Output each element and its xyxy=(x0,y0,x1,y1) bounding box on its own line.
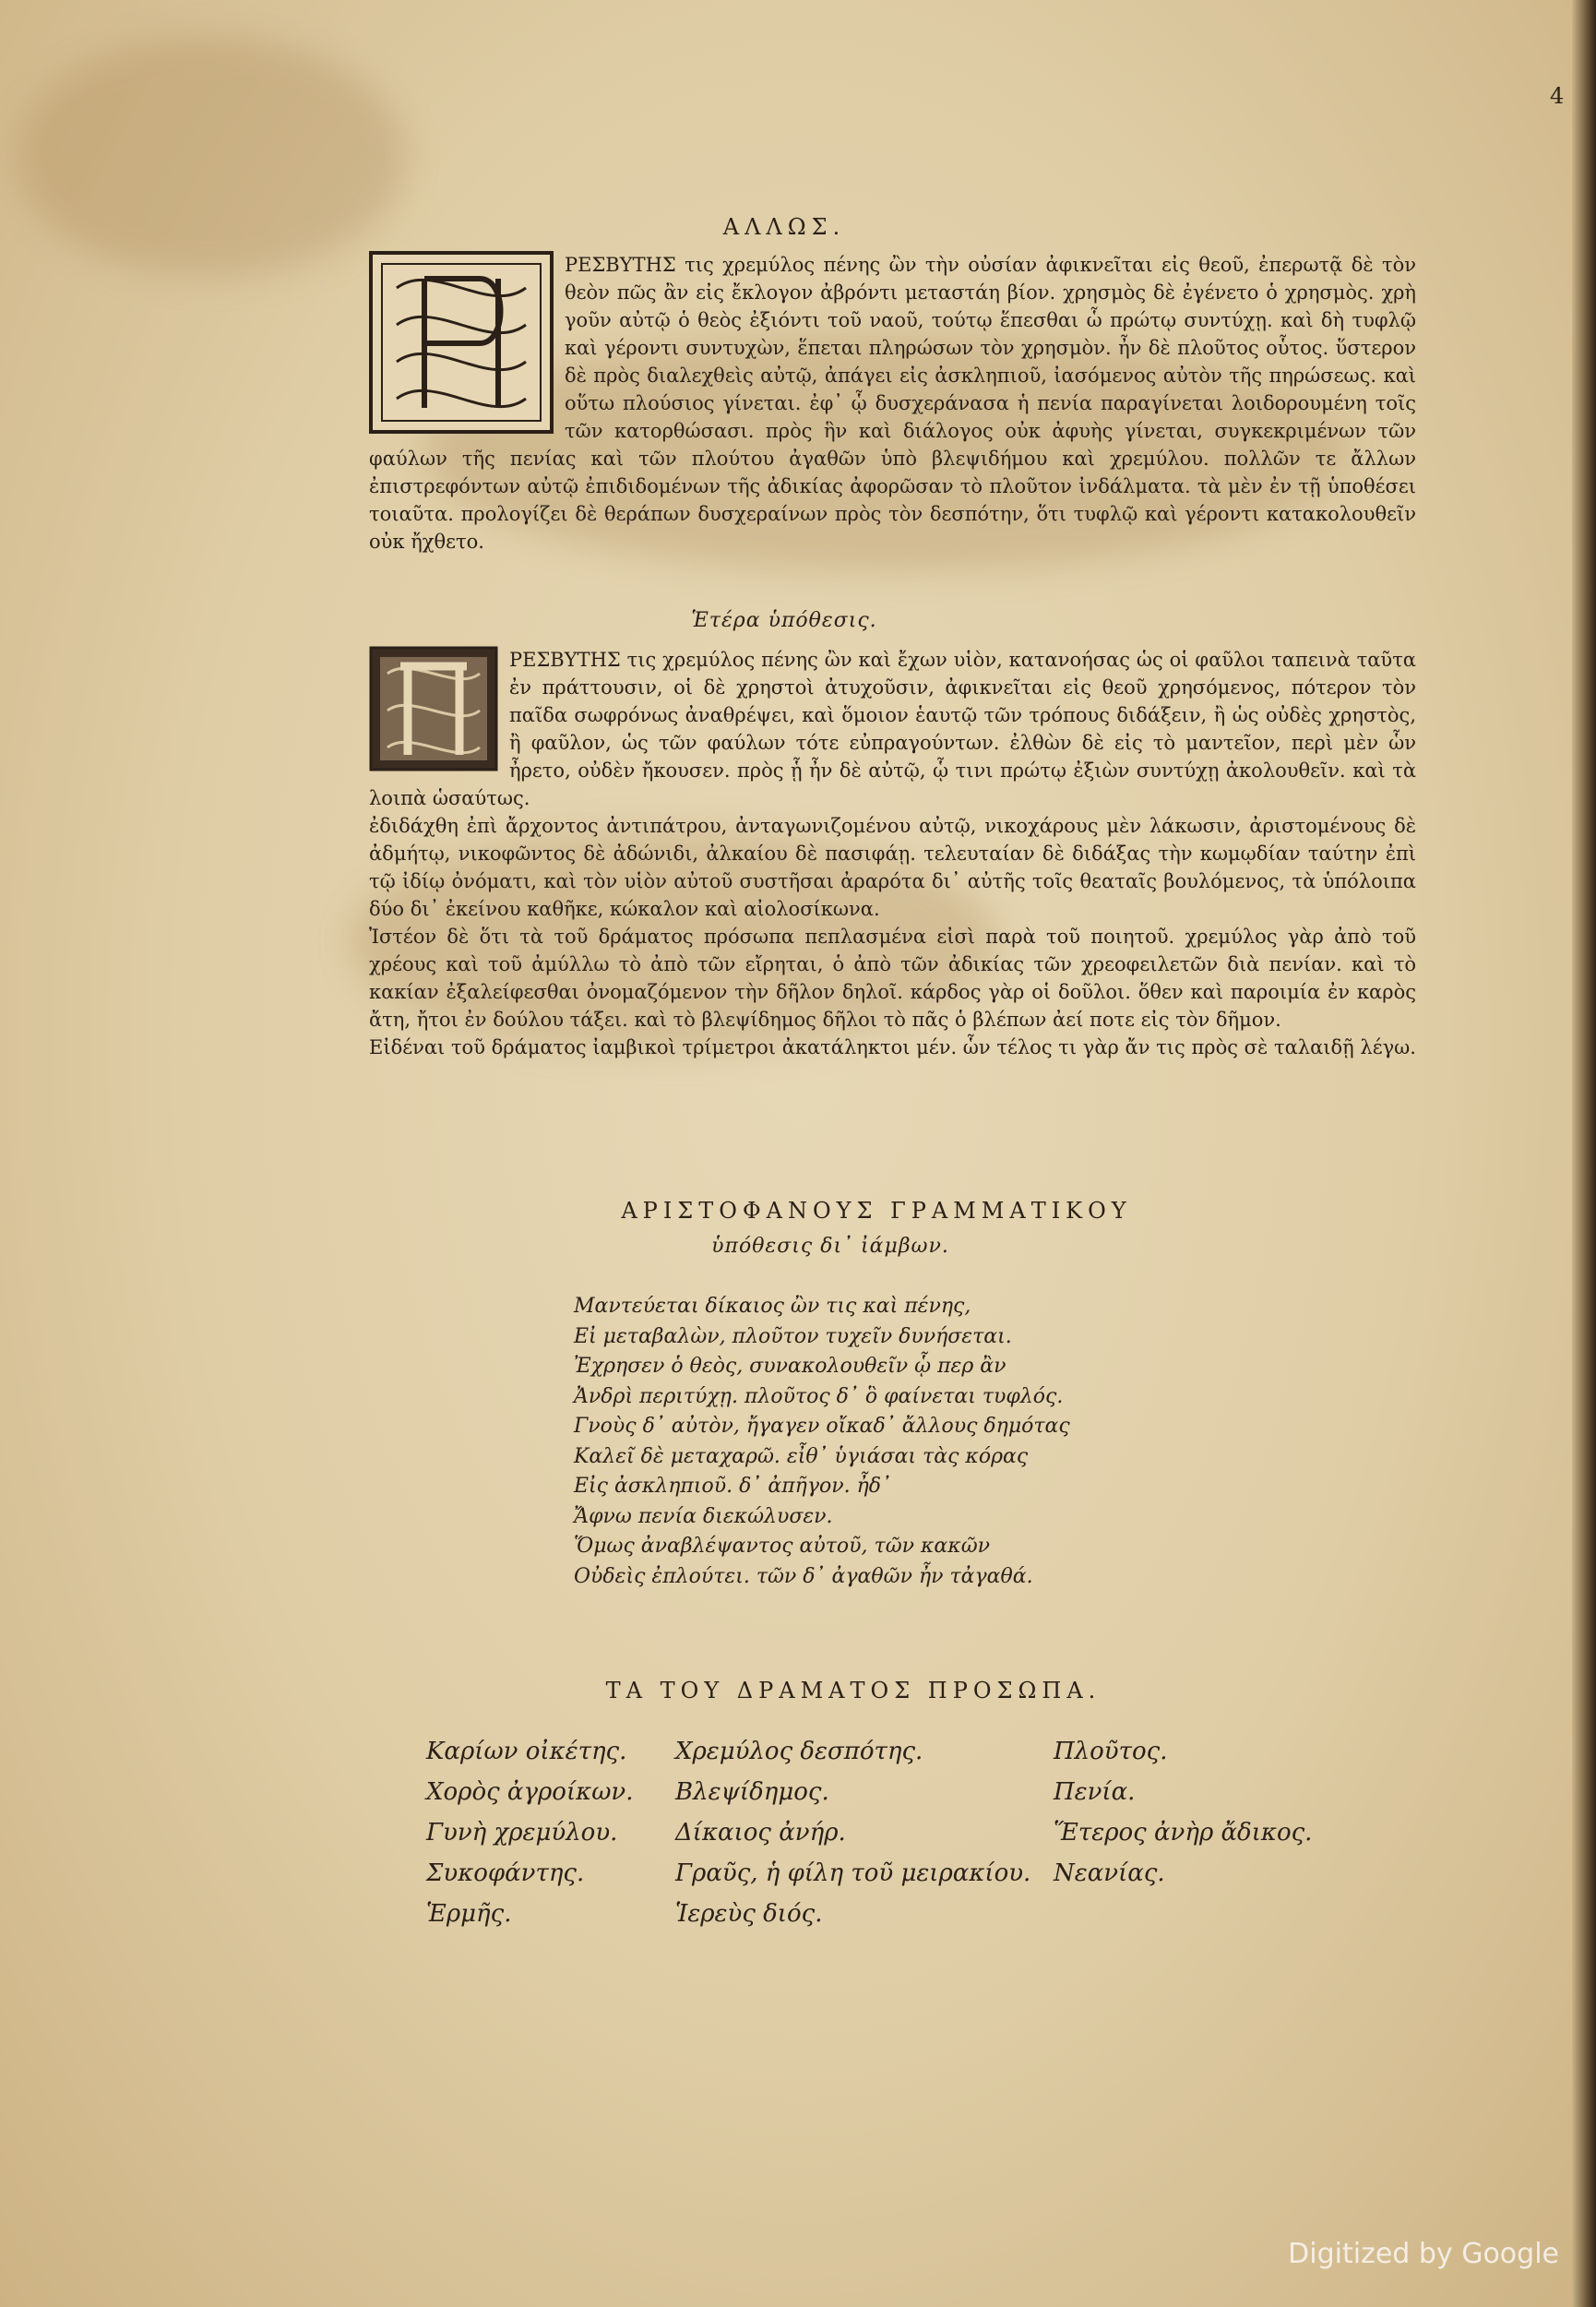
cast-column-2 xyxy=(675,1731,1030,1934)
section3-heading: ΑΡΙΣΤΟΦΑΝΟΥΣ ΓΡΑΜΜΑΤΙΚΟΥ xyxy=(621,1198,1132,1224)
cast-member: Γραῦς, ἡ φίλη τοῦ μειρακίου. xyxy=(675,1859,1031,1887)
page-edge xyxy=(1572,0,1596,2307)
poem-line: Ἄφνω πενία διεκώλυσεν. xyxy=(574,1504,833,1528)
section1-block xyxy=(369,251,1416,556)
cast-member: Βλεψίδημος. xyxy=(675,1778,829,1806)
poem-line: Καλεῖ δὲ μεταχαρῶ. εἶθ᾽ ὑγιάσαι τὰς κόρας xyxy=(574,1444,1029,1468)
cast-member: Χορὸς ἀγροίκων. xyxy=(426,1778,634,1806)
cast-member: Πλοῦτος. xyxy=(1054,1738,1168,1765)
cast-column-3 xyxy=(1054,1731,1312,1894)
section2-text: ΡΕΣΒΥΤΗΣ τις χρεμύλος πένης ὢν καὶ ἔχων υἱὸν, κατανοήσας ὡς οἱ φαῦλοι ταπεινὰ ταῦτα ἐν πράττουσιν, οἱ δὲ χρηστοὶ ἀτυχοῦσιν, ἀφικνεῖται εἰς θεοῦ χρησόμενος, πότερον τὸν παῖδα σωφρόνως ἀναθρέψει, καὶ ὅμοιον ἑαυτῷ τῶν τρόπους διδάξειν, ἢ ὡς οὐδὲς χρηστὸς, ἢ φαῦλον, ὡς τῶν φαύλων τότε εὐπραγούντων. ἐλθὼν δὲ εἰς τὸ μαντεῖον, περὶ μὲν ὧν ἦρετο, οὐδὲν ἤκουσεν. πρὸς ᾗ ἦν δὲ αὐτῷ, ᾧ τινι πρώτῳ ἐξιὼν συντύχῃ ἀκολουθεῖν. καὶ τὰ λοιπὰ ὡσαύτως. ἐδιδάχθη ἐπὶ ἄρχοντος ἀντιπάτρου, ἀνταγωνιζομένου αὐτῷ, νικοχάρους μὲν λάκωσιν, ἀριστομένους δὲ ἀδμήτῳ, νικοφῶντος δὲ ἀδώνιδι, ἀλκαίου δὲ πασιφάῃ. τελευταίαν δὲ διδάξας τὴν κωμῳδίαν ταύτην ἐπὶ τῷ ἰδίῳ ὀνόματι, καὶ τὸν υἱὸν αὐτοῦ συστῆσαι ἀραρότα δι᾽ αὐτῆς τοῖς θεαταῖς βουλόμενος, τὰ ὑπόλοιπα δύο δι᾽ ἐκείνου καθῆκε, κώκαλον καὶ αἰολοσίκωνα. Ἰστέον δὲ ὅτι τὰ τοῦ δράματος πρόσωπα πεπλασμένα εἰσὶ παρὰ τοῦ ποιητοῦ. χρεμύλος γὰρ ἀπὸ τοῦ χρέους καὶ τοῦ ἀμύλλω τὸ ἀπὸ τῶν εἴρηται, ὁ ἀπὸ τῶν ἀδικίας τῶν χρεοφειλετῶν διὰ πενίαν. καὶ τὸ κακίαν ἐξαλείφεσθαι ὀνομαζόμενον τὴν δῆλον δηλοῖ. κάρδος γὰρ οἱ δοῦλοι. ὅθεν καὶ παροιμία ἐν καρὸς ἄτη, ἤτοι ἐν δούλου τάξει. καὶ τὸ βλεψίδημος δῆλοι τὸ πᾶς ὁ βλέπων ἀεί ποτε εἰς τὸν δῆμον. Εἰδέναι τοῦ δράματος ἰαμβικοὶ τρίμετροι ἀκατάληκτοι μέν. ὧν τέλος τι γὰρ ἄν τις πρὸς σὲ ταλαιδῇ λέγω. xyxy=(369,649,1416,1058)
section1-text: ΡΕΣΒΥΤΗΣ τις χρεμύλος πένης ὢν τὴν οὐσίαν ἀφικνεῖται εἰς θεοῦ, ἐπερωτᾷ δὲ τὸν θεὸν πῶς ἂν εἰς ἔκλογον ἀβρόντι μεταστάη βίον. χρησμὸς δὲ ἐγένετο ὁ χρησμὸς. χρὴ γοῦν αὐτῷ ὁ θεὸς ἐξιόντι τοῦ ναοῦ, τούτῳ ἕπεσθαι ὧ πρώτῳ συντύχῃ. καὶ δὴ τυφλῷ καὶ γέροντι συντυχὼν, ἕπεται πληρώσων τὸν χρησμὸν. ἦν δὲ πλοῦτος οὗτος. ὕστερον δὲ πρὸς διαλεχθεὶς αὐτῷ, ἀπάγει εἰς ἀσκληπιοῦ, ἰασόμενος αὐτὸν τῆς πηρώσεως. καὶ οὕτω πλούσιος γίνεται. ἐφ᾽ ᾧ δυσχεράνασα ἡ πενία παραγίνεται λοιδορουμένη τοῖς τῶν κατορθώσασι. πρὸς ἣν καὶ διάλογος οὐκ ἀφυὴς γίνεται, συγκεκριμένων τῶν φαύλων τῆς πενίας καὶ τῶν πλούτου ἀγαθῶν ὑπὸ βλεψιδήμου καὶ χρεμύλου. πολλῶν τε ἄλλων ἐπιστρεφόντων αὐτῷ ἐπιδιδομένων τῆς ἀδικίας ἀφορῶσαν τὸ πλοῦτον ἰνδάλματα. τὰ μὲν ἐν τῇ ὑποθέσει τοιαῦτα. προλογίζει δὲ θεράπων δυσχεραίνων πρὸς τὸν δεσπότην, ὅτι τυφλῷ καὶ γέροντι κατακολουθεῖν οὐκ ἤχθετο. xyxy=(369,254,1416,553)
poem-line: Ὅμως ἀναβλέψαντος αὐτοῦ, τῶν κακῶν xyxy=(574,1535,991,1558)
section1-heading: ΑΛΛΩΣ. xyxy=(722,214,846,240)
page-number: 4 xyxy=(1550,83,1565,109)
poem-line: Ἐχρησεν ὁ θεὸς, συνακολουθεῖν ᾧ περ ἂν xyxy=(574,1355,1006,1378)
cast-member: Χρεμύλος δεσπότης. xyxy=(675,1738,923,1765)
section2-block xyxy=(369,646,1416,1061)
cast-column-1 xyxy=(426,1731,633,1934)
poem-line: Γνοὺς δ᾽ αὐτὸν, ἤγαγεν οἴκαδ᾽ ἄλλους δημότας xyxy=(574,1415,1070,1438)
poem-line: Εἰ μεταβαλὼν, πλοῦτον τυχεῖν δυνήσεται. xyxy=(574,1324,1012,1348)
section2-heading: Ἑτέρα ὑπόθεσις. xyxy=(691,609,877,632)
cast-member: Πενία. xyxy=(1054,1778,1136,1806)
cast-member: Συκοφάντης. xyxy=(426,1859,585,1887)
digitized-credit: Digitized by Google xyxy=(1288,2238,1559,2270)
section3-subheading: ὑπόθεσις δι᾽ ἰάμβων. xyxy=(711,1235,949,1258)
cast-member: Δίκαιος ἀνήρ. xyxy=(675,1819,846,1847)
poem-line: Εἰς ἀσκληπιοῦ. δ᾽ ἀπῆγον. ἦδ᾽ xyxy=(574,1475,892,1498)
cast-member: Ἑρμῆς. xyxy=(426,1900,512,1928)
cast-member: Ἕτερος ἀνὴρ ἄδικος. xyxy=(1054,1819,1313,1847)
poem-line: Οὐδεὶς ἐπλούτει. τῶν δ᾽ ἀγαθῶν ἦν τἀγαθά. xyxy=(574,1564,1033,1588)
decorative-initial-p xyxy=(369,251,554,434)
poem-line: Ἀνδρὶ περιτύχῃ. πλοῦτος δ᾽ ὃ φαίνεται τυφλός. xyxy=(574,1384,1064,1408)
section4-heading: ΤΑ ΤΟΥ ΔΡΑΜΑΤΟΣ ΠΡΟΣΩΠΑ. xyxy=(605,1678,1102,1703)
stain-top-left xyxy=(18,37,406,277)
cast-member: Καρίων οἰκέτης. xyxy=(426,1738,627,1765)
decorative-initial-p2 xyxy=(369,646,498,771)
poem-line: Μαντεύεται δίκαιος ὢν τις καὶ πένης, xyxy=(574,1295,971,1318)
poem-block xyxy=(574,1292,1404,1592)
cast-member: Ἱερεὺς διός. xyxy=(675,1900,823,1928)
cast-member: Γυνὴ χρεμύλου. xyxy=(426,1819,618,1847)
cast-member: Νεανίας. xyxy=(1054,1859,1165,1887)
